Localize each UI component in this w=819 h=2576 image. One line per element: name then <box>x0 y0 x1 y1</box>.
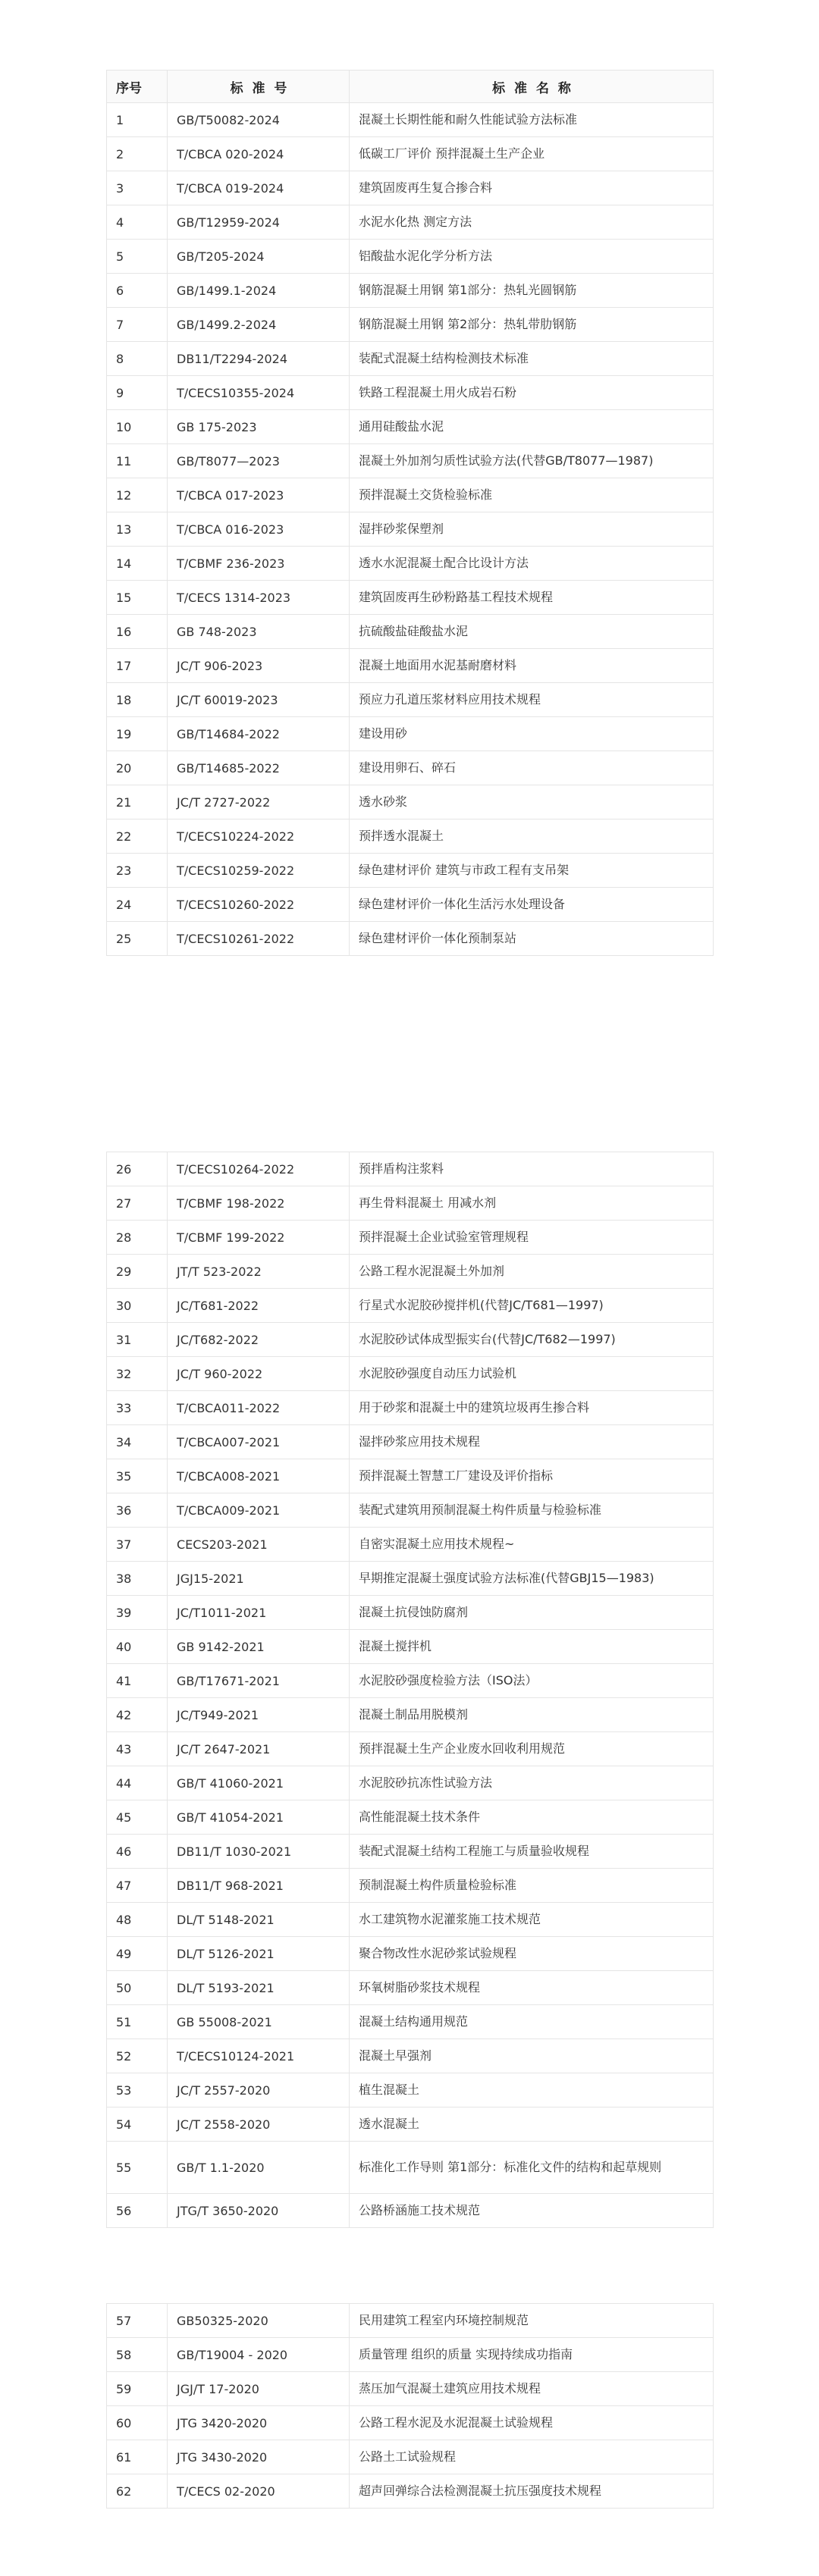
standard-name: 预拌透水混凝土 <box>350 819 714 854</box>
standard-name: 湿拌砂浆应用技术规程 <box>350 1425 714 1459</box>
row-number: 6 <box>107 274 168 308</box>
standard-code: GB/T17671-2021 <box>168 1664 350 1698</box>
row-number: 23 <box>107 854 168 888</box>
row-number: 56 <box>107 2194 168 2228</box>
standard-name: 聚合物改性水泥砂浆试验规程 <box>350 1937 714 1971</box>
table-row <box>107 2005 714 2039</box>
standard-code: GB/T 1.1-2020 <box>168 2142 350 2194</box>
row-number: 5 <box>107 240 168 274</box>
standard-name: 预制混凝土构件质量检验标准 <box>350 1869 714 1903</box>
standard-name: 混凝土地面用水泥基耐磨材料 <box>350 649 714 683</box>
row-number: 26 <box>107 1152 168 1186</box>
standard-name: 预拌混凝土交货检验标准 <box>350 478 714 512</box>
standard-code: JC/T682-2022 <box>168 1323 350 1357</box>
row-number: 27 <box>107 1186 168 1221</box>
row-number: 9 <box>107 376 168 410</box>
row-number: 39 <box>107 1596 168 1630</box>
standard-code: T/CBMF 198-2022 <box>168 1186 350 1221</box>
standard-name: 钢筋混凝土用钢 第2部分：热轧带肋钢筋 <box>350 308 714 342</box>
row-number: 43 <box>107 1732 168 1766</box>
row-number: 18 <box>107 683 168 717</box>
standard-code: JTG 3420-2020 <box>168 2406 350 2440</box>
table-row <box>107 1186 714 1221</box>
row-number: 59 <box>107 2372 168 2406</box>
standard-name: 建筑固废再生砂粉路基工程技术规程 <box>350 581 714 615</box>
table-row <box>107 2142 714 2194</box>
standard-name: 公路土工试验规程 <box>350 2440 714 2474</box>
table-row <box>107 2406 714 2440</box>
row-number: 45 <box>107 1800 168 1835</box>
row-number: 41 <box>107 1664 168 1698</box>
standards-table-3 <box>106 2303 714 2509</box>
row-number: 54 <box>107 2107 168 2142</box>
standard-code: GB/T14685-2022 <box>168 751 350 785</box>
standard-code: GB/T12959-2024 <box>168 205 350 240</box>
standard-code: T/CECS10260-2022 <box>168 888 350 922</box>
standard-name: 建设用卵石、碎石 <box>350 751 714 785</box>
table-row <box>107 717 714 751</box>
row-number: 35 <box>107 1459 168 1493</box>
row-number: 32 <box>107 1357 168 1391</box>
table-row <box>107 240 714 274</box>
table-row <box>107 1562 714 1596</box>
row-number: 52 <box>107 2039 168 2073</box>
standard-name: 绿色建材评价一体化生活污水处理设备 <box>350 888 714 922</box>
row-number: 44 <box>107 1766 168 1800</box>
standard-name: 用于砂浆和混凝土中的建筑垃圾再生掺合料 <box>350 1391 714 1425</box>
row-number: 16 <box>107 615 168 649</box>
standard-name: 铝酸盐水泥化学分析方法 <box>350 240 714 274</box>
row-number: 15 <box>107 581 168 615</box>
table-row <box>107 274 714 308</box>
table-row <box>107 478 714 512</box>
standard-code: JC/T949-2021 <box>168 1698 350 1732</box>
standard-name: 装配式混凝土结构工程施工与质量验收规程 <box>350 1835 714 1869</box>
standard-code: JGJ15-2021 <box>168 1562 350 1596</box>
standard-code: GB/T205-2024 <box>168 240 350 274</box>
standard-name: 高性能混凝土技术条件 <box>350 1800 714 1835</box>
table-row <box>107 785 714 819</box>
row-number: 2 <box>107 137 168 171</box>
table-header-row <box>107 71 714 103</box>
standard-name: 再生骨料混凝土 用减水剂 <box>350 1186 714 1221</box>
standard-code: CECS203-2021 <box>168 1528 350 1562</box>
row-number: 42 <box>107 1698 168 1732</box>
table-row <box>107 1255 714 1289</box>
standard-code: DB11/T 1030-2021 <box>168 1835 350 1869</box>
table-row <box>107 103 714 137</box>
row-number: 37 <box>107 1528 168 1562</box>
table-row <box>107 1800 714 1835</box>
standard-code: DB11/T 968-2021 <box>168 1869 350 1903</box>
table-row <box>107 2194 714 2228</box>
standard-name: 水工建筑物水泥灌浆施工技术规范 <box>350 1903 714 1937</box>
table-row <box>107 342 714 376</box>
standard-name: 钢筋混凝土用钢 第1部分：热轧光圆钢筋 <box>350 274 714 308</box>
table-row <box>107 1698 714 1732</box>
row-number: 58 <box>107 2338 168 2372</box>
row-number: 60 <box>107 2406 168 2440</box>
row-number: 49 <box>107 1937 168 1971</box>
row-number: 31 <box>107 1323 168 1357</box>
standard-name: 抗硫酸盐硅酸盐水泥 <box>350 615 714 649</box>
standard-code: T/CECS10259-2022 <box>168 854 350 888</box>
standard-name: 民用建筑工程室内环境控制规范 <box>350 2304 714 2338</box>
standard-name: 混凝土制品用脱模剂 <box>350 1698 714 1732</box>
table-row <box>107 1835 714 1869</box>
standard-code: JC/T 2647-2021 <box>168 1732 350 1766</box>
table-row <box>107 171 714 205</box>
standard-name: 水泥胶砂强度自动压力试验机 <box>350 1357 714 1391</box>
table-row <box>107 1732 714 1766</box>
table-row <box>107 137 714 171</box>
standard-code: GB/T 41060-2021 <box>168 1766 350 1800</box>
table-row <box>107 547 714 581</box>
row-number: 24 <box>107 888 168 922</box>
standard-name: 自密实混凝土应用技术规程~ <box>350 1528 714 1562</box>
standard-code: T/CECS 02-2020 <box>168 2474 350 2509</box>
table-row <box>107 1971 714 2005</box>
standard-name: 混凝土外加剂匀质性试验方法(代替GB/T8077—1987) <box>350 444 714 478</box>
row-number: 14 <box>107 547 168 581</box>
row-number: 10 <box>107 410 168 444</box>
table-row <box>107 2372 714 2406</box>
row-number: 62 <box>107 2474 168 2509</box>
standard-code: GB/T19004 - 2020 <box>168 2338 350 2372</box>
standard-code: DL/T 5126-2021 <box>168 1937 350 1971</box>
standard-code: GB/T14684-2022 <box>168 717 350 751</box>
table-row <box>107 2039 714 2073</box>
table-row <box>107 1766 714 1800</box>
table-row <box>107 1528 714 1562</box>
standard-code: GB 175-2023 <box>168 410 350 444</box>
standard-code: T/CECS10261-2022 <box>168 922 350 956</box>
standard-code: T/CECS 1314-2023 <box>168 581 350 615</box>
standard-name: 蒸压加气混凝土建筑应用技术规程 <box>350 2372 714 2406</box>
standard-name: 标准化工作导则 第1部分：标准化文件的结构和起草规则 <box>350 2142 714 2194</box>
table-row <box>107 1869 714 1903</box>
row-number: 20 <box>107 751 168 785</box>
standard-code: JC/T 2727-2022 <box>168 785 350 819</box>
standard-name: 混凝土早强剂 <box>350 2039 714 2073</box>
table-row <box>107 1664 714 1698</box>
standard-name: 植生混凝土 <box>350 2073 714 2107</box>
standard-code: GB 748-2023 <box>168 615 350 649</box>
standard-name: 绿色建材评价 建筑与市政工程有支吊架 <box>350 854 714 888</box>
standard-code: GB50325-2020 <box>168 2304 350 2338</box>
row-number: 30 <box>107 1289 168 1323</box>
standard-name: 早期推定混凝土强度试验方法标准(代替GBJ15—1983) <box>350 1562 714 1596</box>
table-row <box>107 1903 714 1937</box>
table-row <box>107 1596 714 1630</box>
standard-code: GB/1499.1-2024 <box>168 274 350 308</box>
table-row <box>107 1323 714 1357</box>
standard-name: 预拌混凝土企业试验室管理规程 <box>350 1221 714 1255</box>
row-number: 21 <box>107 785 168 819</box>
table-row <box>107 2304 714 2338</box>
table-row <box>107 615 714 649</box>
standard-name: 混凝土长期性能和耐久性能试验方法标准 <box>350 103 714 137</box>
standard-code: T/CBMF 236-2023 <box>168 547 350 581</box>
table-row <box>107 2107 714 2142</box>
standard-code: T/CECS10264-2022 <box>168 1152 350 1186</box>
standard-name: 低碳工厂评价 预拌混凝土生产企业 <box>350 137 714 171</box>
standard-code: T/CBCA008-2021 <box>168 1459 350 1493</box>
standard-name: 预拌混凝土智慧工厂建设及评价指标 <box>350 1459 714 1493</box>
row-number: 3 <box>107 171 168 205</box>
standard-code: T/CBCA011-2022 <box>168 1391 350 1425</box>
standard-name: 混凝土搅拌机 <box>350 1630 714 1664</box>
table-row <box>107 1357 714 1391</box>
standard-name: 透水砂浆 <box>350 785 714 819</box>
standard-name: 预拌盾构注浆料 <box>350 1152 714 1186</box>
standard-name: 公路桥涵施工技术规范 <box>350 2194 714 2228</box>
standard-name: 透水混凝土 <box>350 2107 714 2142</box>
standard-code: GB/T8077—2023 <box>168 444 350 478</box>
row-number: 28 <box>107 1221 168 1255</box>
standard-code: T/CBCA 017-2023 <box>168 478 350 512</box>
standard-code: GB/1499.2-2024 <box>168 308 350 342</box>
standard-code: GB/T 41054-2021 <box>168 1800 350 1835</box>
standard-name: 预应力孔道压浆材料应用技术规程 <box>350 683 714 717</box>
row-number: 4 <box>107 205 168 240</box>
table-row <box>107 751 714 785</box>
standard-name: 通用硅酸盐水泥 <box>350 410 714 444</box>
standard-code: T/CBCA007-2021 <box>168 1425 350 1459</box>
table-row <box>107 1425 714 1459</box>
standard-name: 水泥胶砂试体成型振实台(代替JC/T682—1997) <box>350 1323 714 1357</box>
table-row <box>107 683 714 717</box>
standard-name: 水泥水化热 测定方法 <box>350 205 714 240</box>
table-row <box>107 1459 714 1493</box>
standard-name: 环氧树脂砂浆技术规程 <box>350 1971 714 2005</box>
table-row <box>107 376 714 410</box>
row-number: 46 <box>107 1835 168 1869</box>
row-number: 8 <box>107 342 168 376</box>
table-row <box>107 1630 714 1664</box>
table-row <box>107 308 714 342</box>
table-row <box>107 205 714 240</box>
row-number: 22 <box>107 819 168 854</box>
table-row <box>107 410 714 444</box>
standards-table-2 <box>106 1152 714 2228</box>
standard-name: 预拌混凝土生产企业废水回收利用规范 <box>350 1732 714 1766</box>
standard-name: 混凝土抗侵蚀防腐剂 <box>350 1596 714 1630</box>
standard-code: DL/T 5193-2021 <box>168 1971 350 2005</box>
row-number: 29 <box>107 1255 168 1289</box>
table-row <box>107 1221 714 1255</box>
standard-name: 超声回弹综合法检测混凝土抗压强度技术规程 <box>350 2474 714 2509</box>
table-row <box>107 854 714 888</box>
row-number: 48 <box>107 1903 168 1937</box>
standard-name: 行星式水泥胶砂搅拌机(代替JC/T681—1997) <box>350 1289 714 1323</box>
standard-name: 建筑固废再生复合掺合料 <box>350 171 714 205</box>
row-number: 11 <box>107 444 168 478</box>
header-name: 标 准 名 称 <box>350 71 714 103</box>
table-row <box>107 2474 714 2509</box>
row-number: 7 <box>107 308 168 342</box>
table-row <box>107 819 714 854</box>
table-row <box>107 1493 714 1528</box>
table-row <box>107 581 714 615</box>
row-number: 25 <box>107 922 168 956</box>
standard-code: JT/T 523-2022 <box>168 1255 350 1289</box>
table-row <box>107 512 714 547</box>
row-number: 34 <box>107 1425 168 1459</box>
standard-code: T/CECS10124-2021 <box>168 2039 350 2073</box>
row-number: 17 <box>107 649 168 683</box>
table-row <box>107 888 714 922</box>
row-number: 53 <box>107 2073 168 2107</box>
standard-code: GB 9142-2021 <box>168 1630 350 1664</box>
row-number: 12 <box>107 478 168 512</box>
table-row <box>107 444 714 478</box>
standard-code: GB/T50082-2024 <box>168 103 350 137</box>
standard-code: JC/T 2558-2020 <box>168 2107 350 2142</box>
standard-code: DB11/T2294-2024 <box>168 342 350 376</box>
table-row <box>107 922 714 956</box>
row-number: 19 <box>107 717 168 751</box>
row-number: 57 <box>107 2304 168 2338</box>
standard-code: T/CBCA009-2021 <box>168 1493 350 1528</box>
standard-code: JC/T 906-2023 <box>168 649 350 683</box>
row-number: 47 <box>107 1869 168 1903</box>
standard-code: JC/T 960-2022 <box>168 1357 350 1391</box>
standard-name: 混凝土结构通用规范 <box>350 2005 714 2039</box>
standard-code: JC/T681-2022 <box>168 1289 350 1323</box>
standard-name: 装配式建筑用预制混凝土构件质量与检验标准 <box>350 1493 714 1528</box>
row-number: 50 <box>107 1971 168 2005</box>
table-row <box>107 1937 714 1971</box>
standard-code: T/CBCA 016-2023 <box>168 512 350 547</box>
row-number: 36 <box>107 1493 168 1528</box>
standard-code: JC/T 60019-2023 <box>168 683 350 717</box>
header-code: 标 准 号 <box>168 71 350 103</box>
table-row <box>107 1289 714 1323</box>
standard-code: T/CBCA 019-2024 <box>168 171 350 205</box>
row-number: 38 <box>107 1562 168 1596</box>
standard-code: GB 55008-2021 <box>168 2005 350 2039</box>
table-row <box>107 649 714 683</box>
row-number: 33 <box>107 1391 168 1425</box>
standard-code: JTG/T 3650-2020 <box>168 2194 350 2228</box>
table-row <box>107 2440 714 2474</box>
standard-name: 透水水泥混凝土配合比设计方法 <box>350 547 714 581</box>
standard-code: T/CECS10355-2024 <box>168 376 350 410</box>
standard-name: 水泥胶砂强度检验方法（ISO法） <box>350 1664 714 1698</box>
table-row <box>107 2338 714 2372</box>
table-row <box>107 2073 714 2107</box>
row-number: 13 <box>107 512 168 547</box>
standard-code: JTG 3430-2020 <box>168 2440 350 2474</box>
header-no: 序号 <box>107 71 168 103</box>
row-number: 40 <box>107 1630 168 1664</box>
standard-code: JGJ/T 17-2020 <box>168 2372 350 2406</box>
table-row <box>107 1391 714 1425</box>
row-number: 51 <box>107 2005 168 2039</box>
row-number: 1 <box>107 103 168 137</box>
standard-name: 装配式混凝土结构检测技术标准 <box>350 342 714 376</box>
standard-name: 湿拌砂浆保塑剂 <box>350 512 714 547</box>
standard-name: 质量管理 组织的质量 实现持续成功指南 <box>350 2338 714 2372</box>
standard-code: JC/T 2557-2020 <box>168 2073 350 2107</box>
standard-name: 公路工程水泥及水泥混凝土试验规程 <box>350 2406 714 2440</box>
standard-name: 建设用砂 <box>350 717 714 751</box>
standard-name: 绿色建材评价一体化预制泵站 <box>350 922 714 956</box>
standard-name: 铁路工程混凝土用火成岩石粉 <box>350 376 714 410</box>
standard-code: T/CBCA 020-2024 <box>168 137 350 171</box>
row-number: 61 <box>107 2440 168 2474</box>
standard-code: DL/T 5148-2021 <box>168 1903 350 1937</box>
standard-name: 公路工程水泥混凝土外加剂 <box>350 1255 714 1289</box>
standard-code: T/CECS10224-2022 <box>168 819 350 854</box>
standard-name: 水泥胶砂抗冻性试验方法 <box>350 1766 714 1800</box>
standard-code: T/CBMF 199-2022 <box>168 1221 350 1255</box>
table-row <box>107 1152 714 1186</box>
row-number: 55 <box>107 2142 168 2194</box>
standard-code: JC/T1011-2021 <box>168 1596 350 1630</box>
standards-table-1 <box>106 70 714 956</box>
